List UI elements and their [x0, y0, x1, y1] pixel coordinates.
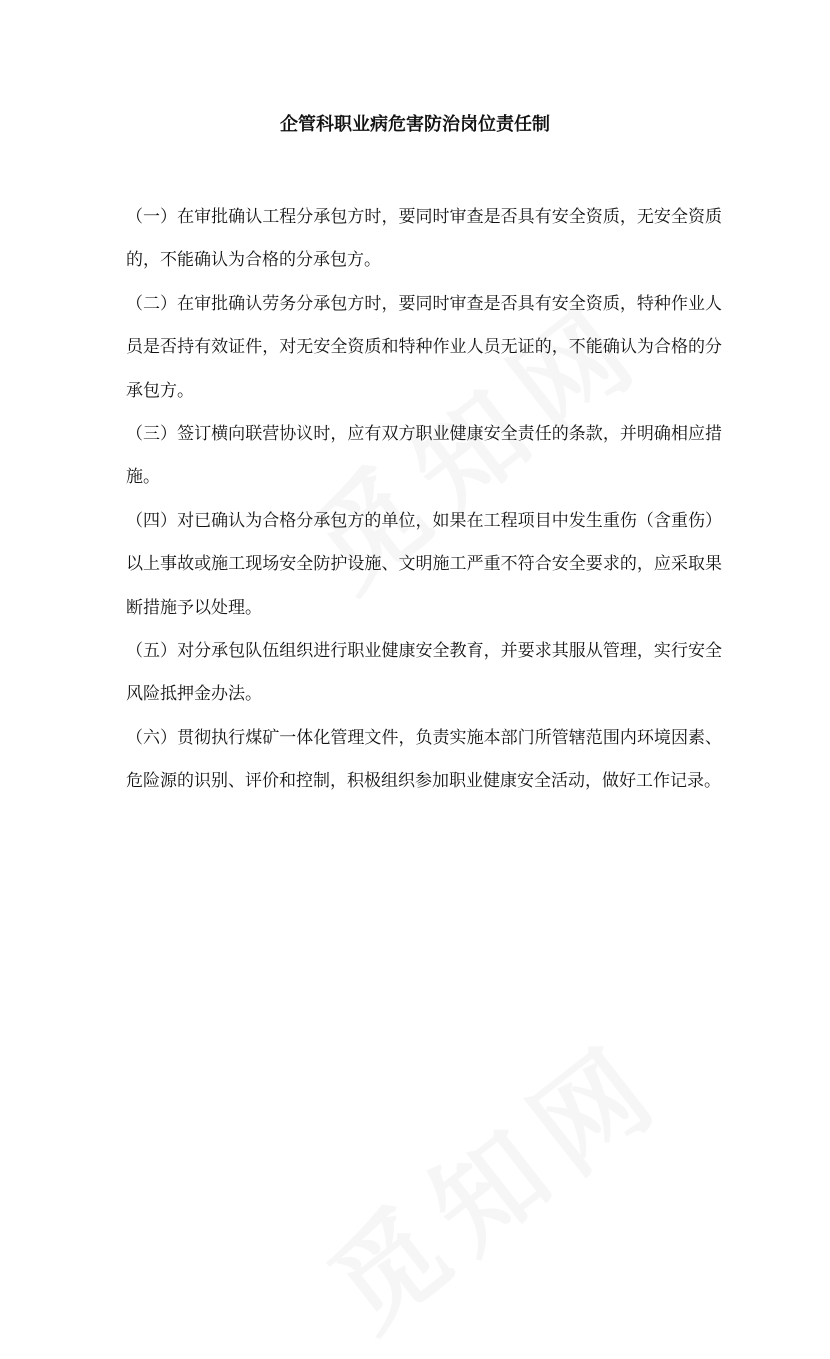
- document-title: 企管科职业病危害防治岗位责任制: [280, 114, 550, 135]
- paragraph-5: （五）对分承包队伍组织进行职业健康安全教育，并要求其服从管理，实行安全风险抵押金办法。: [126, 641, 722, 705]
- watermark: [292, 999, 692, 1359]
- paragraph-4: （四）对已确认为合格分承包方的单位，如果在工程项目中发生重伤（含重伤）以上事故或施工现场安全防护设施、文明施工严重不符合安全要求的，应采取果断措施予以处理。: [126, 510, 722, 618]
- paragraph-3: （三）签订横向联营协议时，应有双方职业健康安全责任的条款，并明确相应措施。: [126, 424, 722, 488]
- document-body: [126, 196, 722, 804]
- paragraph-6: （六）贯彻执行煤矿一体化管理文件，负责实施本部门所管辖范围内环境因素、危险源的识别、评价和控制，积极组织参加职业健康安全活动，做好工作记录。: [126, 727, 722, 792]
- paragraph-2: （二）在审批确认劳务分承包方时，要同时审查是否具有安全资质，特种作业人员是否持有效证件，对无安全资质和特种作业人员无证的，不能确认为合格的分承包方。: [126, 293, 722, 401]
- paragraph-1: （一）在审批确认工程分承包方时，要同时审查是否具有安全资质，无安全资质的，不能确认为合格的分承包方。: [126, 207, 722, 271]
